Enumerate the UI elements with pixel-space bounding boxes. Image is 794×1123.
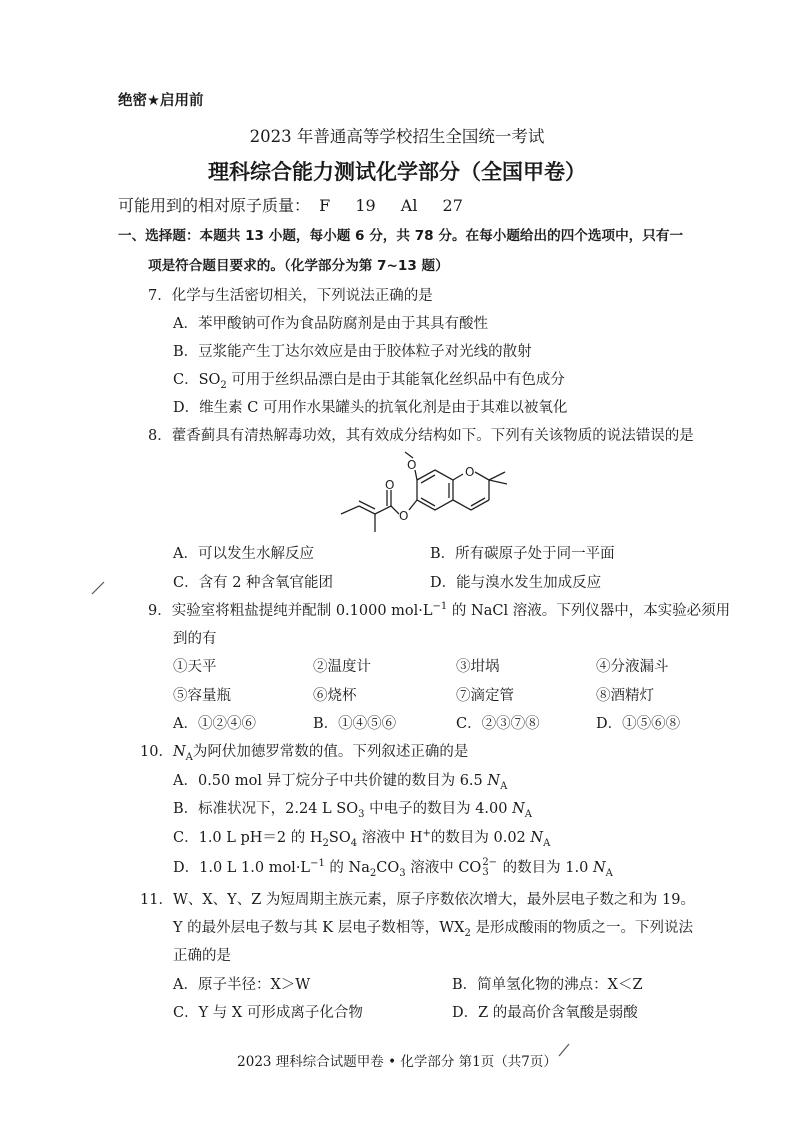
subscript: A [605, 867, 613, 879]
q10-text: 为阿伏加德罗常数的值。下列叙述正确的是 [192, 744, 469, 760]
q9-option-d: D．①⑤⑥⑧ [596, 716, 681, 732]
exam-title: 2023 年普通高等学校招生全国统一考试 [249, 127, 545, 146]
superscript: + [422, 828, 431, 840]
q7-option-b: B．豆浆能产生丁达尔效应是由于胶体粒子对光线的散射 [173, 344, 532, 360]
section-instructions-1: 一、选择题：本题共 13 小题，每小题 6 分，共 78 分。在每小题给出的四个选项中，只有一 [118, 228, 684, 244]
subscript: A [500, 780, 508, 792]
subscript: 2 [322, 837, 329, 849]
q9-item: ⑥烧杯 [313, 688, 357, 704]
subscript: 4 [350, 837, 358, 849]
q10-c-text: 的数目为 0.02 [430, 830, 531, 846]
question-9-stem-1 [148, 601, 730, 621]
q9-text: 的 NaCl 溶液。下列仪器中，本实验必须用 [447, 603, 731, 619]
q10-a-text: A．0.50 mol 异丁烷分子中共价键的数目为 6.5 [173, 773, 488, 789]
question-11-line-3: 正确的是 [173, 948, 231, 964]
atom-label: O [407, 458, 417, 472]
q10-c-text: C．1.0 L pH＝2 的 H [173, 830, 323, 846]
q8-option-d: D．能与溴水发生加成反应 [430, 575, 602, 591]
superscript: −1 [432, 601, 448, 613]
q10-c-text: 溶液中 H [357, 830, 423, 846]
q11-text: Y 的最外层电子数与其 K 层电子数相等，WX [173, 920, 465, 936]
question-10-stem [140, 742, 468, 762]
pen-mark [90, 578, 110, 598]
mass-value: 19 [355, 196, 376, 215]
q10-b-text: 中电子的数目为 4.00 [364, 801, 513, 817]
subscript: 3 [482, 867, 489, 878]
mass-value: 27 [442, 196, 463, 215]
atom-label: O [385, 478, 395, 492]
page-footer: 2023 理科综合试题甲卷 • 化学部分 第1页（共7页） [237, 1054, 557, 1070]
question-9-stem-2: 到的有 [173, 631, 217, 647]
q10-option-b [173, 799, 532, 819]
subscript: 3 [399, 867, 406, 879]
masses-label: 可能用到的相对原子质量： [118, 196, 311, 215]
q11-option-c: C．Y 与 X 可形成离子化合物 [173, 1005, 363, 1021]
q10-d-text: 的 Na [324, 860, 370, 876]
atom-label: O [465, 465, 475, 479]
q10-d-text: D．1.0 L 1.0 mol·L [173, 860, 311, 876]
subscript: A [185, 751, 193, 763]
q7-option-a: A．苯甲酸钠可作为食品防腐剂是由于其具有酸性 [173, 316, 488, 332]
q9-item: ③坩埚 [456, 659, 500, 675]
atomic-masses [118, 196, 463, 216]
na-symbol: N [530, 830, 544, 846]
q7-c-text: C．SO [173, 372, 221, 388]
q11-text: 是形成酸雨的物质之一。下列说法 [470, 920, 693, 936]
section-instructions-2: 项是符合题目要求的。（化学部分为第 7~13 题） [148, 258, 449, 274]
q9-item: ⑤容量瓶 [173, 688, 231, 704]
q7-option-d: D．维生素 C 可用作水果罐头的抗氧化剂是由于其难以被氧化 [173, 400, 568, 416]
question-7-stem: 7．化学与生活密切相关，下列说法正确的是 [148, 288, 433, 304]
q9-option-c: C．②③⑦⑧ [456, 716, 540, 732]
na-symbol: N [592, 860, 606, 876]
q8-option-b: B．所有碳原子处于同一平面 [430, 546, 615, 562]
q10-d-text: 溶液中 CO [405, 860, 482, 876]
q8-option-c: C．含有 2 种含氧官能团 [173, 575, 334, 591]
q9-item: ④分液漏斗 [596, 659, 669, 675]
mass-element: F [319, 196, 331, 215]
q7-c-text: 可用于丝织品漂白是由于其能氧化丝织品中有色成分 [226, 372, 565, 388]
q9-item: ⑦滴定管 [456, 688, 514, 704]
q9-item: ①天平 [173, 659, 217, 675]
na-symbol: N [512, 801, 525, 817]
q11-option-b: B．简单氢化物的沸点：X＜Z [452, 977, 643, 993]
q7-option-c [173, 370, 565, 390]
subject-title: 理科综合能力测试化学部分（全国甲卷） [208, 160, 586, 184]
q10-d-text: 的数目为 1.0 [498, 860, 593, 876]
q10-d-text: CO [376, 860, 400, 876]
molecule-structure [335, 448, 525, 538]
subscript: 2 [220, 379, 227, 391]
q9-item: ②温度计 [313, 659, 371, 675]
superscript: 2− [482, 857, 498, 868]
q10-c-text: SO [328, 830, 351, 846]
subscript: A [543, 837, 551, 849]
subscript: 2 [464, 927, 471, 939]
q10-option-c [173, 828, 550, 848]
pen-mark [555, 1040, 575, 1060]
q8-option-a: A．可以发生水解反应 [173, 546, 314, 562]
q11-option-a: A．原子半径：X＞W [173, 977, 311, 993]
na-symbol: N [487, 773, 501, 789]
confidential-label: 绝密★启用前 [118, 93, 204, 109]
na-symbol: N [172, 744, 186, 760]
atom-label: O [399, 509, 409, 523]
subscript: A [524, 808, 533, 820]
question-11-line-1: 11．W、X、Y、Z 为短周期主族元素，原子序数依次增大，最外层电子数之和为 19。 [140, 892, 695, 908]
superscript: −1 [310, 858, 325, 870]
ion-charge [482, 858, 497, 878]
q9-item: ⑧酒精灯 [596, 688, 654, 704]
mass-element: Al [400, 196, 418, 215]
question-8-stem: 8．藿香蓟具有清热解毒功效，其有效成分结构如下。下列有关该物质的说法错误的是 [148, 428, 694, 444]
q9-text: 9．实验室将粗盐提纯并配制 0.1000 mol·L [148, 603, 433, 619]
q10-option-d [173, 858, 613, 878]
q10-b-text: B．标准状况下，2.24 L SO [173, 801, 359, 817]
question-11-line-2 [173, 918, 693, 938]
q11-option-d: D．Z 的最高价含氧酸是弱酸 [452, 1005, 638, 1021]
q10-num: 10． [140, 744, 173, 760]
q9-option-a: A．①②④⑥ [173, 716, 256, 732]
q10-option-a [173, 771, 507, 791]
q9-option-b: B．①④⑤⑥ [313, 716, 397, 732]
subscript: 3 [358, 808, 365, 820]
subscript: 2 [369, 867, 377, 879]
